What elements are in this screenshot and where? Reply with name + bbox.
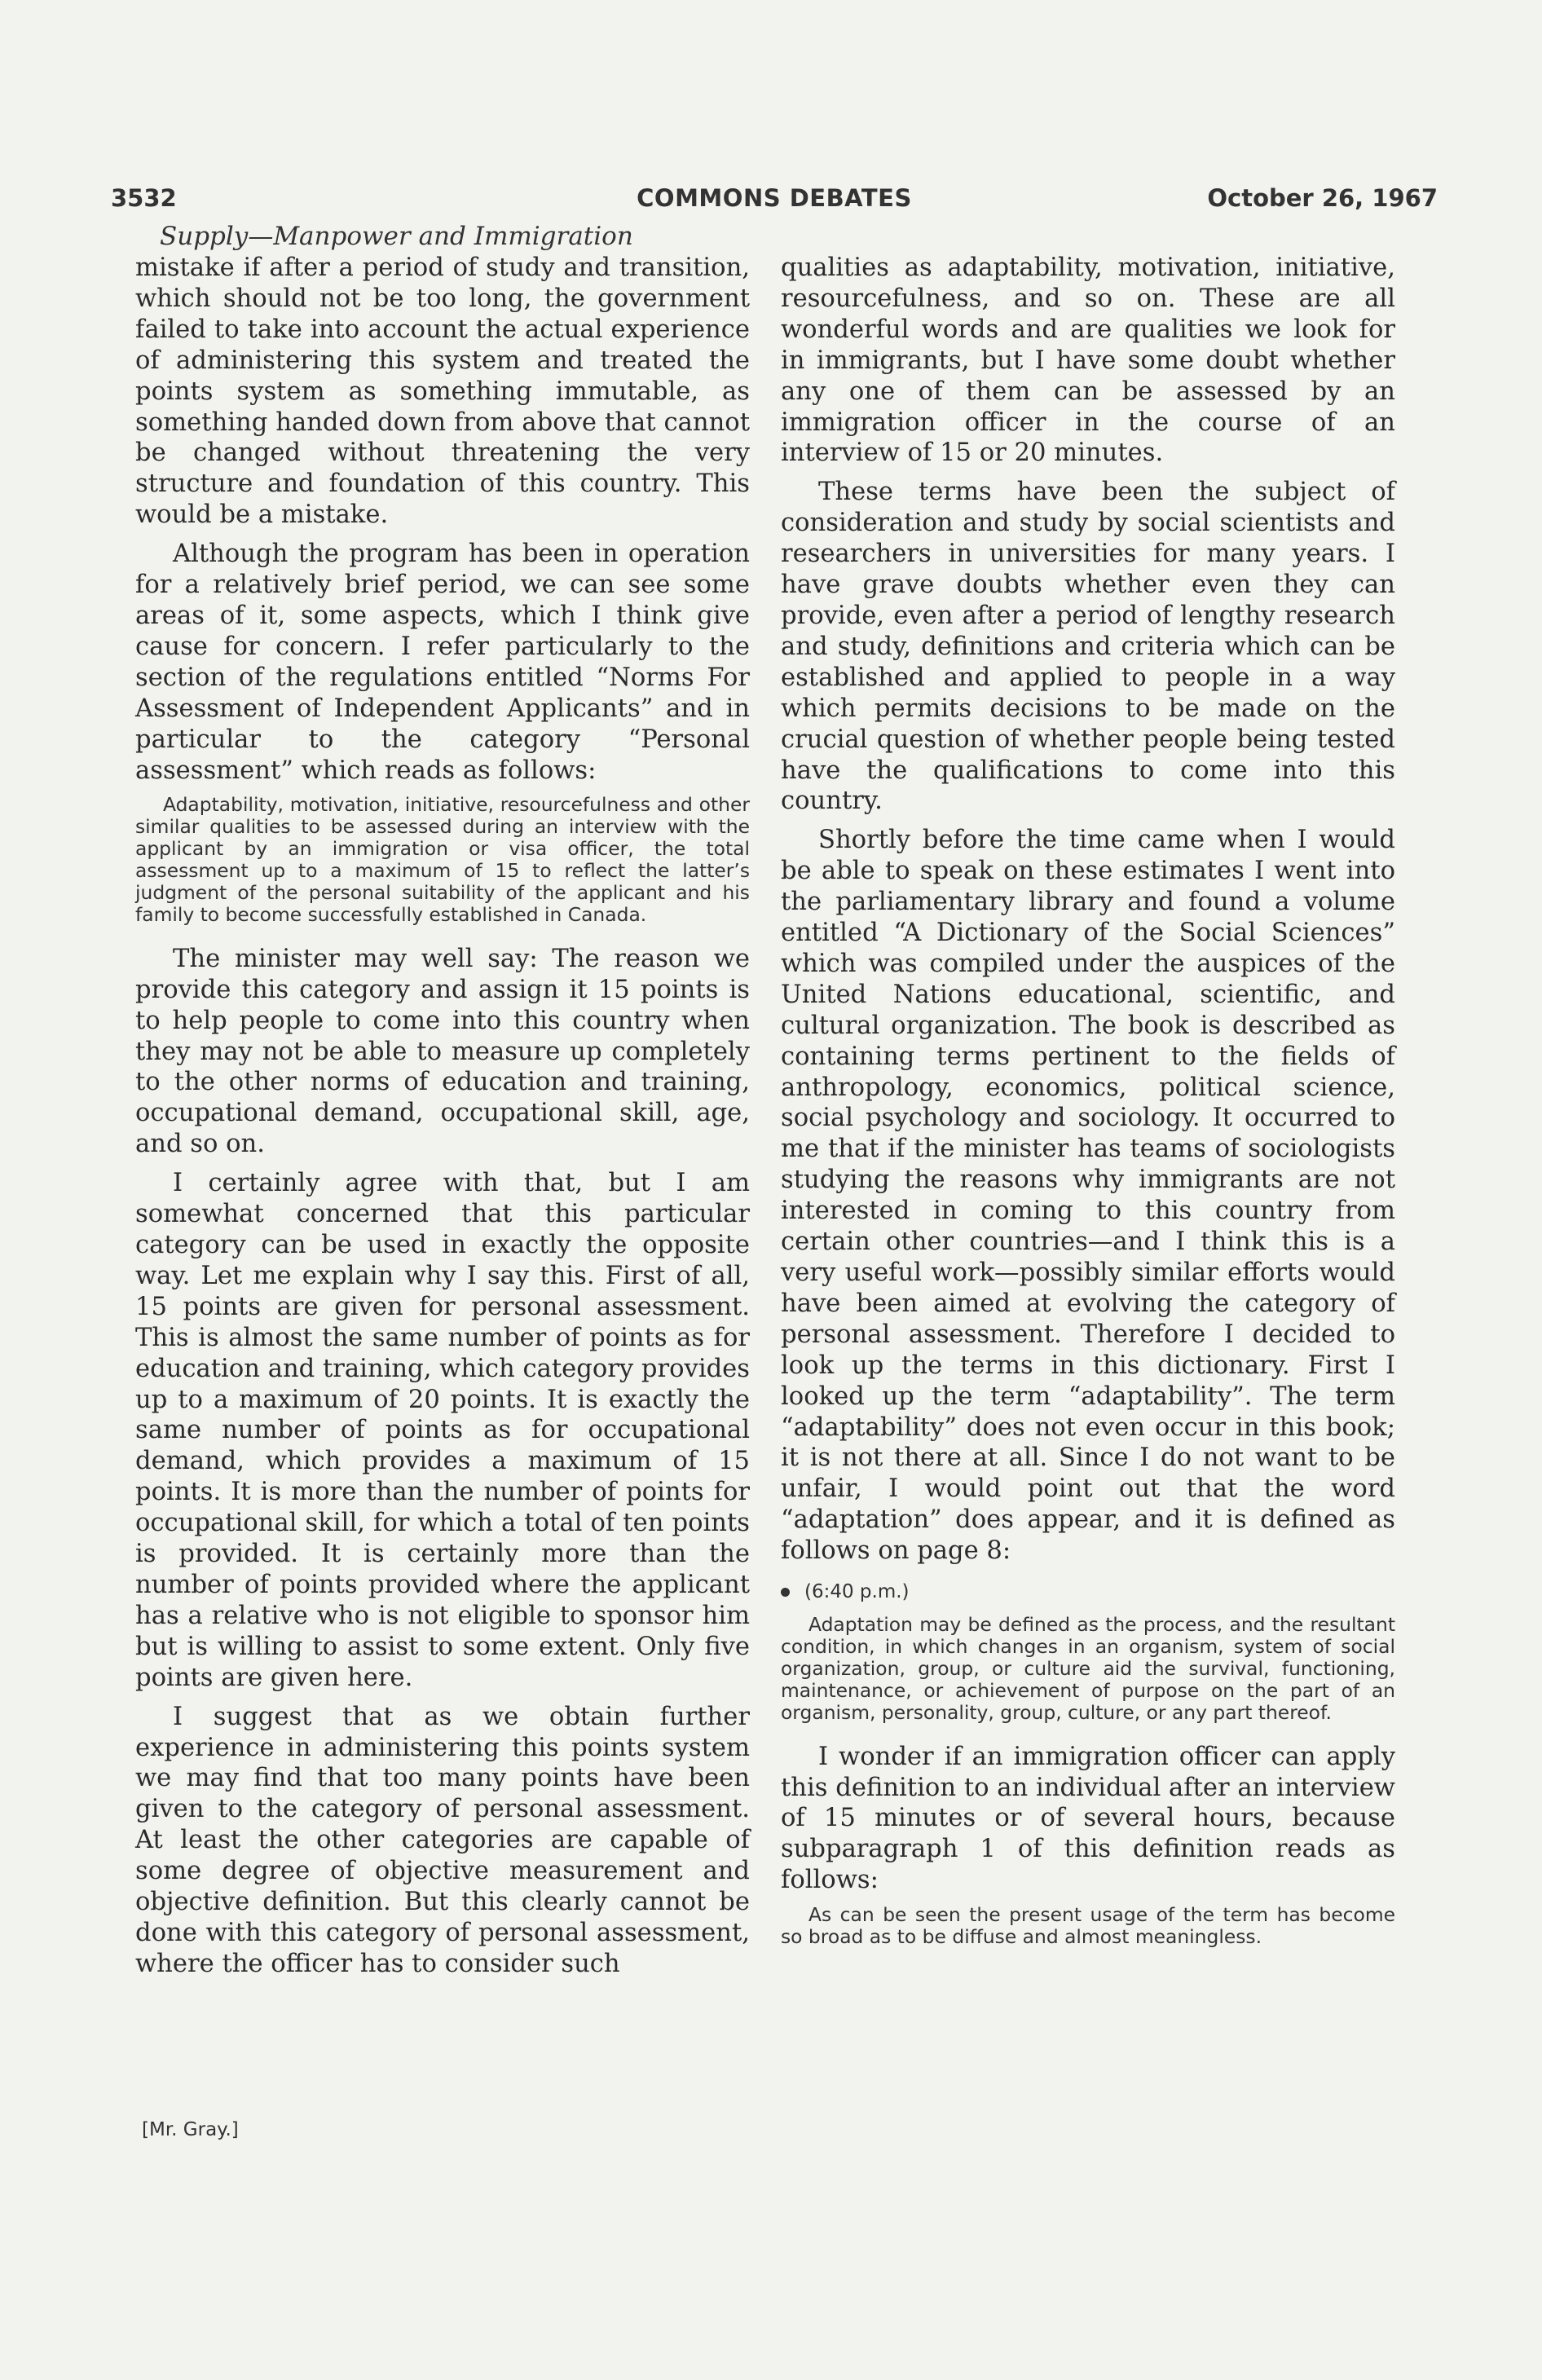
paragraph: Shortly before the time came when I would be able to speak on these estimates I went into the parliamentary library and found a volume entitled “A Dictionary of the Social Sciences” which was compiled under the auspices of the United Nations educational, scientific, and cultural organization. The book is described as containing terms pertinent to the fields of anthropology, economics, political science, social psychology and sociology. It occurred to me that if the minister has teams of sociologists studying the reasons why immigrants are not interested in coming to this country from certain other countries—and I think this is a very useful work—possibly similar efforts would have been aimed at evolving the category of personal assessment. Therefore I decided to look up the terms in this dictionary. First I looked up the term “adaptability”. The term “adaptability” does not even occur in this book; it is not there at all. Since I do not want to be unfair, I would point out that the word “adaptation” does appear, and it is defined as follows on page 8:	[781, 826, 1395, 1566]
right-column	[781, 253, 1395, 1966]
block-quote: Adaptability, motivation, initiative, resourcefulness and other similar qualities to be assessed during an interview with the applicant by an immigration or visa officer, the total assessment up to a maximum of 15 to reflect the latter’s judgment of the personal suitability of the applicant and his family to become successfully established in Canada.	[135, 793, 750, 926]
publication-date: October 26, 1967	[1207, 184, 1438, 212]
timestamp	[781, 1581, 1395, 1602]
speaker-attribution: [Mr. Gray.]	[142, 2119, 239, 2140]
paragraph: I certainly agree with that, but I am somewhat concerned that this particular category can be used in exactly the opposite way. Let me explain why I say this. First of all, 15 points are given for personal assessment. This is almost the same number of points as for education and training, which category provides up to a maximum of 20 points. It is exactly the same number of points as for occupational demand, which provides a maximum of 15 points. It is more than the number of points for occupational skill, for which a total of ten points is provided. It is certainly more than the number of points provided where the applicant has a relative who is not eligible to sponsor him but is willing to assist to some extent. Only five points are given here.	[135, 1169, 750, 1692]
timestamp-text: (6:40 p.m.)	[804, 1581, 910, 1603]
page-header	[111, 184, 1438, 220]
publication-title: COMMONS DEBATES	[637, 184, 912, 212]
section-subtitle: Supply—Manpower and Immigration	[160, 222, 633, 251]
paragraph: Although the program has been in operation for a relatively brief period, we can see some areas of it, some aspects, which I think give cause for concern. I refer particularly to the section of the regulations entitled “Norms For Assessment of Independent Applicants” and in particular to the category “Personal assessment” which reads as follows:	[135, 540, 750, 785]
paragraph: I suggest that as we obtain further experience in administering this points system we may find that too many points have been given to the category of personal assessment. At least the other categories are capable of some degree of objective measurement and objective definition. But this clearly cannot be done with this category of personal assessment, where the officer has to consider such	[135, 1702, 750, 1978]
paragraph: I wonder if an immigration officer can apply this definition to an individual after an interview of 15 minutes or of several hours, because subparagraph 1 of this definition reads as follows:	[781, 1742, 1395, 1895]
block-quote: As can be seen the present usage of the term has become so broad as to be diffuse and almost meaningless.	[781, 1903, 1395, 1949]
paragraph: These terms have been the subject of consideration and study by social scientists and researchers in universities for many years. I have grave doubts whether even they can provide, even after a period of lengthy research and study, definitions and criteria which can be established and applied to people in a way which permits decisions to be made on the crucial question of whether people being tested have the qualifications to come into this country.	[781, 478, 1395, 816]
paragraph: qualities as adaptability, motivation, initiative, resourcefulness, and so on. These are all wonderful words and are qualities we look for in immigrants, but I have some doubt whether any one of them can be assessed by an immigration officer in the course of an interview of 15 or 20 minutes.	[781, 253, 1395, 468]
paragraph: mistake if after a period of study and transition, which should not be too long, the government failed to take into account the actual experience of administering this system and treated the points system as something immutable, as something handed down from above that cannot be changed without threatening the very structure and foundation of this country. This would be a mistake.	[135, 253, 750, 530]
bullet-icon	[781, 1588, 790, 1597]
paragraph: The minister may well say: The reason we provide this category and assign it 15 points is to help people to come into this country when they may not be able to measure up completely to the other norms of education and training, occupational demand, occupational skill, age, and so on.	[135, 944, 750, 1159]
left-column	[135, 253, 750, 1988]
block-quote: Adaptation may be defined as the process, and the resultant condition, in which changes in an organism, system of social organization, group, or culture aid the survival, functioning, maintenance, or achievement of purpose on the part of an organism, personality, group, culture, or any part thereof.	[781, 1613, 1395, 1724]
page-number: 3532	[111, 184, 177, 212]
